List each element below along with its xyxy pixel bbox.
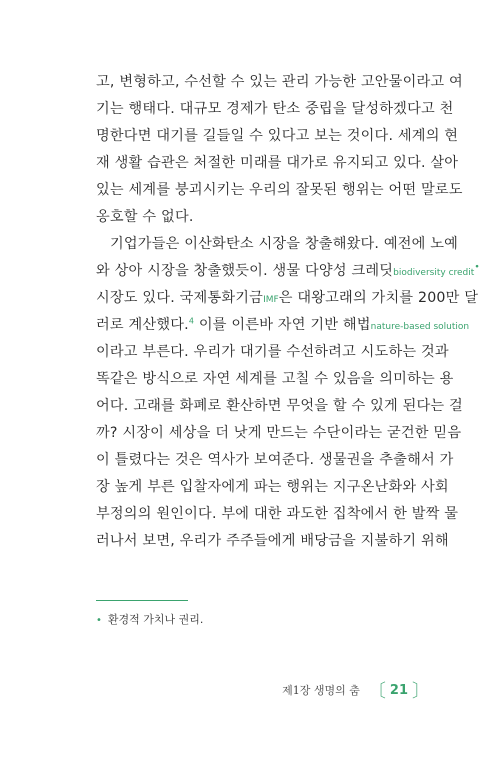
footnote-divider <box>96 600 188 601</box>
body-line: 기업가들은 이산화탄소 시장을 창출해왔다. 예전에 노예 <box>110 236 459 252</box>
body-line: 고, 변형하고, 수선할 수 있는 관리 가능한 고안물이라고 여 <box>96 74 463 90</box>
body-line: 똑같은 방식으로 자연 세계를 고칠 수 있음을 의미하는 용 <box>96 371 454 387</box>
body-line <box>96 285 479 312</box>
gloss-imf: IMF <box>263 295 279 305</box>
body-line: 어다. 고래를 화폐로 환산하면 무엇을 할 수 있게 된다는 걸 <box>96 398 463 414</box>
body-line: 이라고 부른다. 우리가 대기를 수선하려고 시도하는 것과 <box>96 344 449 360</box>
footnote-bullet: • <box>96 615 102 626</box>
body-line-text: 와 상아 시장을 창출했듯이. 생물 다양성 크레딧 <box>96 263 394 279</box>
footnote <box>96 611 203 627</box>
body-line: 명한다면 대기를 길들일 수 있다고 보는 것이다. 세계의 현 <box>96 128 459 144</box>
body-line-text: 러로 계산했다. <box>96 317 189 333</box>
body-line: 부정의의 원인이다. 부에 대한 과도한 집착에서 한 발짝 물 <box>96 506 459 522</box>
gloss-biodiversity-credit: biodiversity credit <box>393 268 475 278</box>
body-line: 까? 시장이 세상을 더 낫게 만드는 수단이라는 굳건한 믿음 <box>96 425 462 441</box>
gloss-mark: • <box>474 262 480 273</box>
bracket-left: 〔 <box>367 681 386 702</box>
body-line: 이 틀렸다는 것은 역사가 보여준다. 생물권을 추출해서 가 <box>96 452 454 468</box>
body-line-text: 은 대왕고래의 가치를 200만 달 <box>278 290 479 306</box>
gloss-nature-based-solution: nature-based solution <box>370 322 470 332</box>
body-line-text: 이를 이른바 자연 기반 해법 <box>194 317 371 333</box>
footnote-text: 환경적 가치나 권리. <box>107 613 204 626</box>
page-footer <box>282 680 430 700</box>
chapter-title: 제1장 생명의 춤 <box>282 684 360 697</box>
page-number-box <box>368 677 430 703</box>
body-line: 장 높게 부른 입찰자에게 파는 행위는 지구온난화와 사회 <box>96 479 449 495</box>
body-line: 재 생활 습관은 처절한 미래를 대가로 유지되고 있다. 살아 <box>96 155 459 171</box>
body-line-text: 시장도 있다. 국제통화기금 <box>96 290 264 306</box>
body-line: 기는 행태다. 대규모 경제가 탄소 중립을 달성하겠다고 천 <box>96 101 454 117</box>
body-line: 옹호할 수 없다. <box>96 209 194 225</box>
body-line: 있는 세계를 붕괴시키는 우리의 잘못된 행위는 어떤 말로도 <box>96 182 463 198</box>
body-line <box>96 258 480 285</box>
footnote-ref[interactable]: 4 <box>188 316 195 326</box>
body-text <box>96 69 480 555</box>
body-line: 러나서 보면, 우리가 주주들에게 배당금을 지불하기 위해 <box>96 533 449 549</box>
page-number: 21 <box>389 682 408 698</box>
bracket-right: 〕 <box>412 681 430 702</box>
body-line <box>96 312 470 339</box>
